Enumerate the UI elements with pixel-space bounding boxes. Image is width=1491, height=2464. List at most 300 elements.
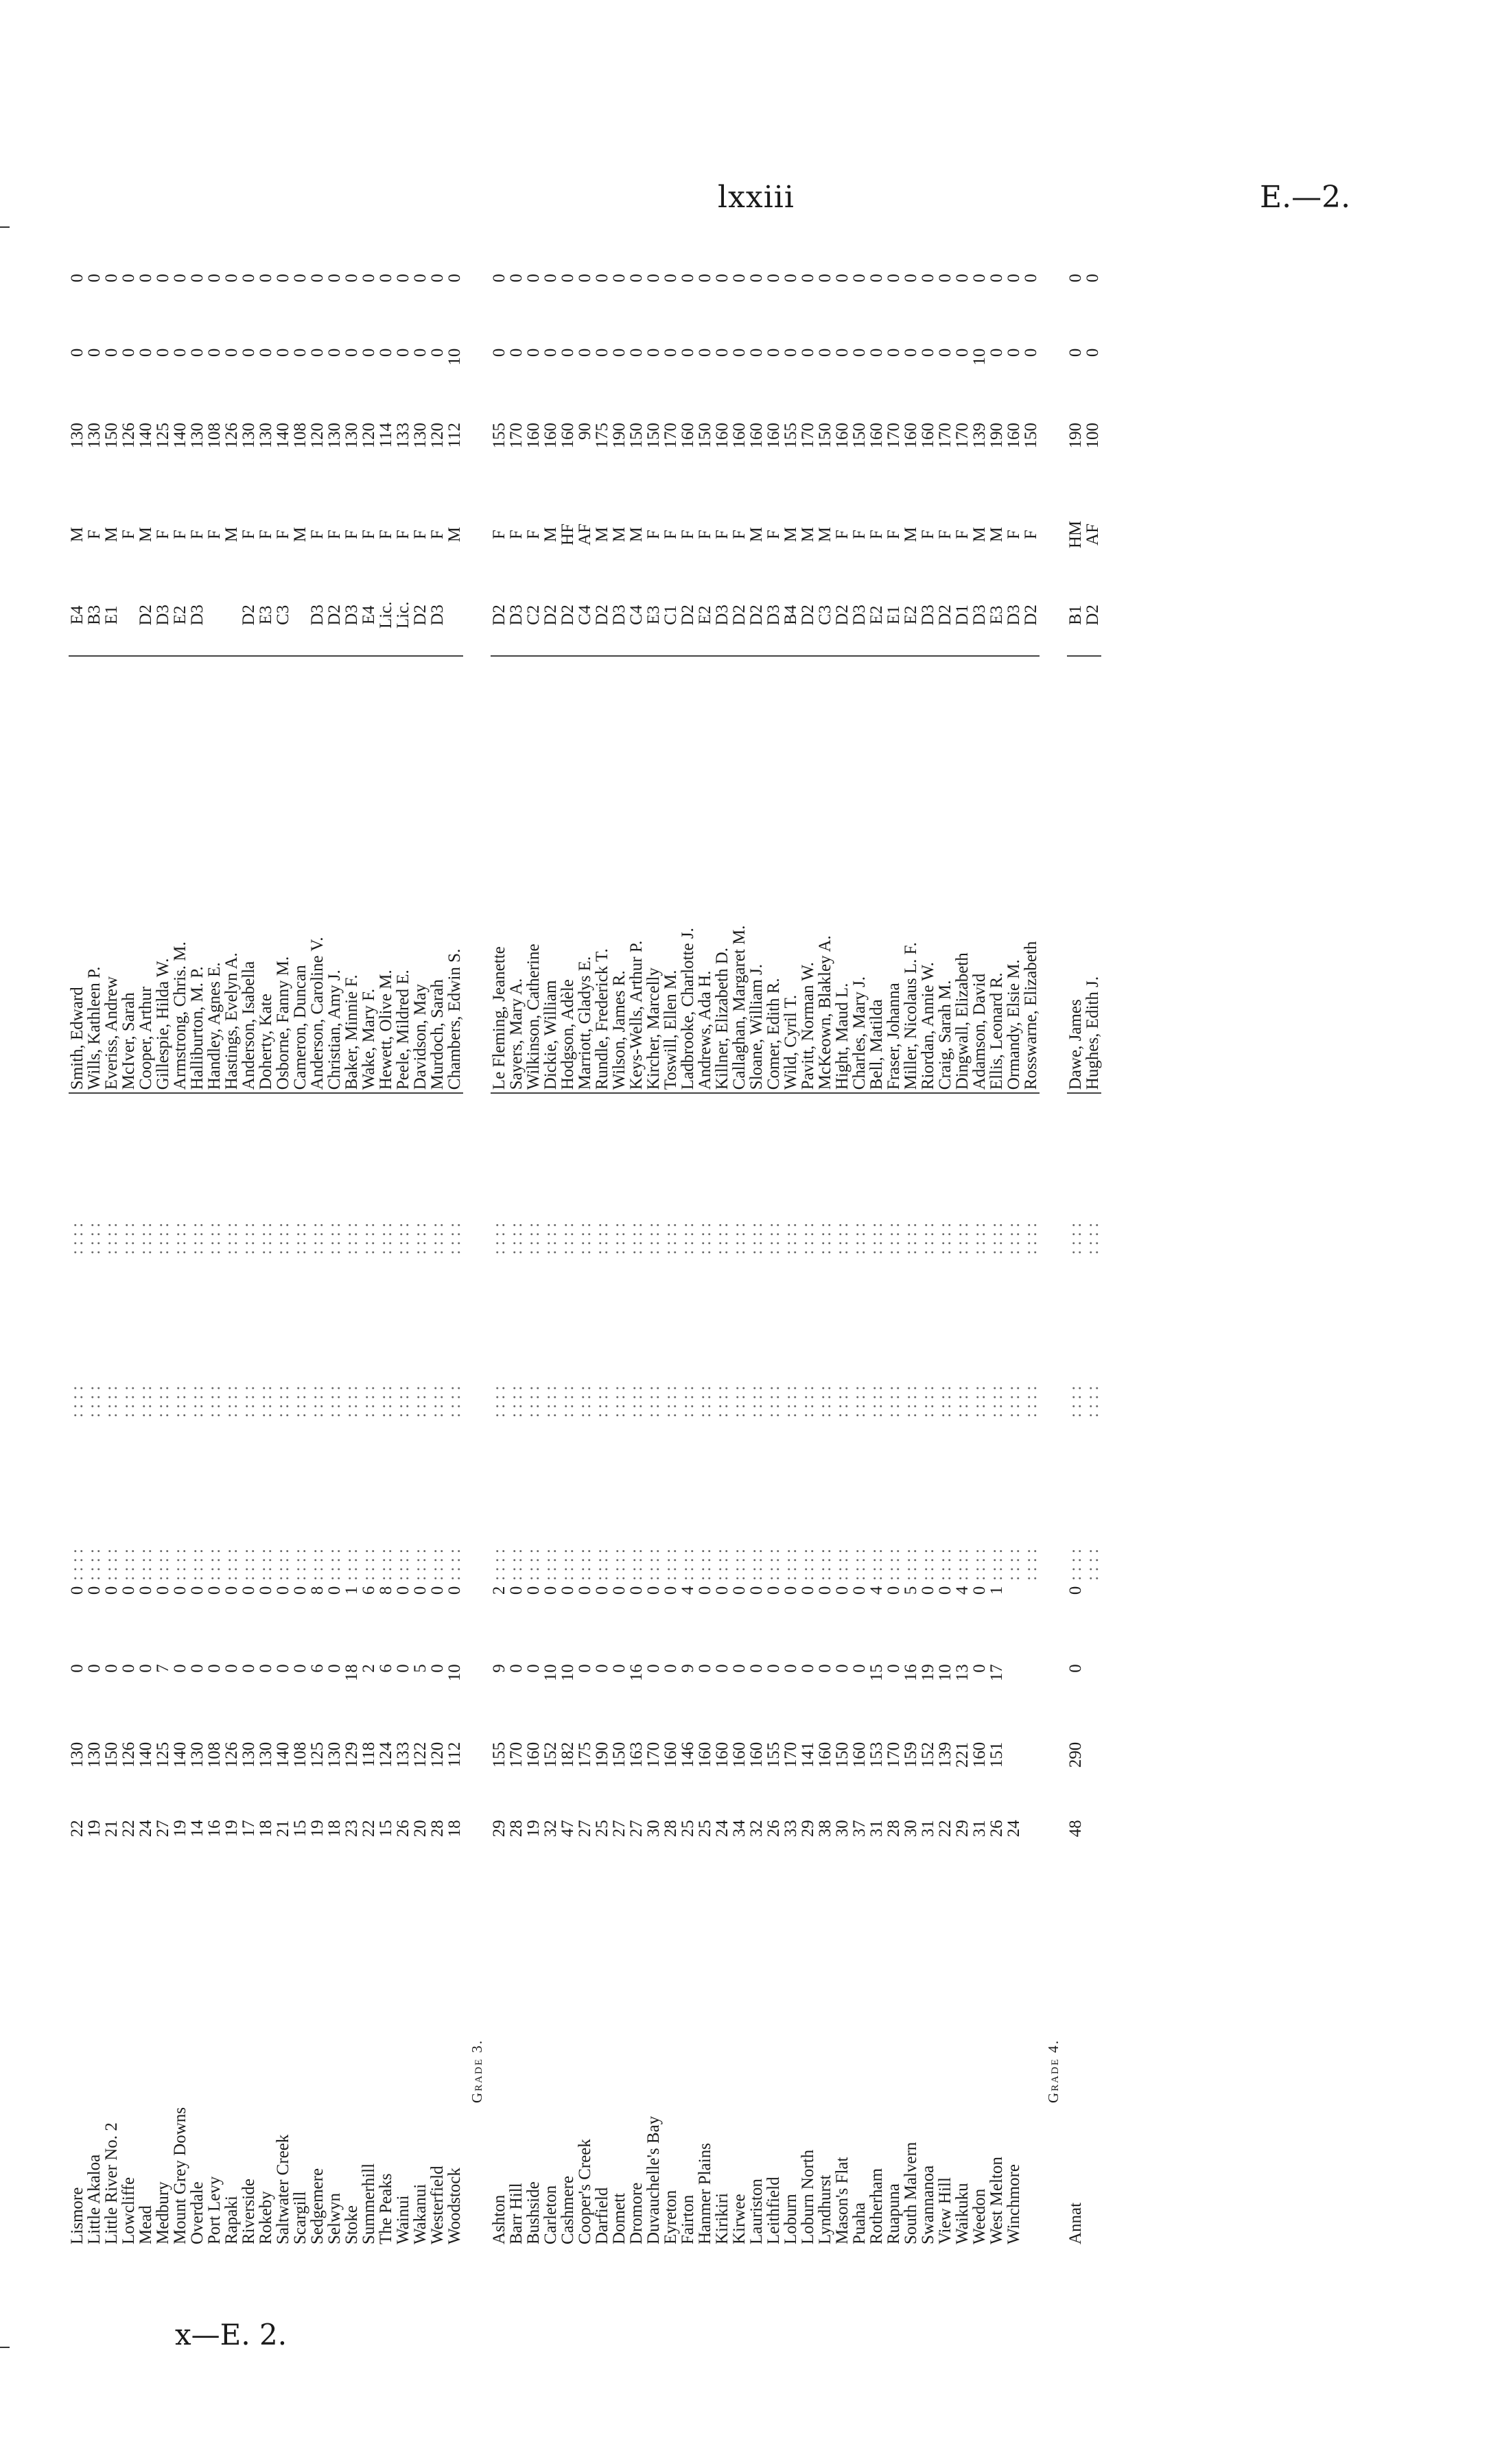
school-salary-pence: 0 <box>154 1586 172 1595</box>
school-salary-shillings: 0 <box>325 1664 344 1673</box>
teacher-name: Adamson, David <box>971 656 988 1093</box>
dot-leader: : : : : <box>411 1222 430 1255</box>
teacher-salary-pounds: 170 <box>953 423 972 449</box>
empty-cell <box>1040 575 1067 657</box>
school-salary-shillings: 0 <box>730 1664 749 1673</box>
dot-leader: : : : : <box>850 1549 869 1581</box>
school-salary-pounds: 140 <box>274 1741 292 1768</box>
teacher-name: Hight, Maud L. <box>834 656 851 1093</box>
dot-leader: : : : : <box>507 1549 526 1581</box>
grade-heading: Grade 4. <box>1044 2039 1061 2104</box>
teacher-salary-pounds: 155 <box>490 423 508 449</box>
school-salary-shillings: 0 <box>970 1664 989 1673</box>
empty-cell <box>463 346 491 420</box>
attendance: 33 <box>782 1820 800 1838</box>
teacher-salary-pounds: 160 <box>713 423 731 449</box>
teacher-salary-shillings: 0 <box>541 348 560 357</box>
teacher-sex-position: M <box>816 526 834 543</box>
dot-leader: : : : : <box>257 1549 275 1581</box>
school-name: South Malvern <box>902 2142 920 2244</box>
teacher-sex-position: F <box>377 530 395 539</box>
attendance: 29 <box>953 1820 972 1838</box>
dot-leader: : : : : <box>445 1549 464 1581</box>
teacher-salary-shillings: 0 <box>490 348 508 357</box>
table-row <box>714 271 731 2247</box>
attendance: 25 <box>679 1820 697 1838</box>
table-row <box>988 271 1005 2247</box>
teacher-salary-pounds: 190 <box>1066 423 1085 449</box>
teacher-salary-pounds: 100 <box>1083 423 1102 449</box>
school-salary-pence: 0 <box>102 1586 121 1595</box>
dot-leader: : : : : <box>342 1549 361 1581</box>
teacher-salary-pence: 0 <box>747 274 766 283</box>
school-salary-pence: 0 <box>593 1586 611 1595</box>
teacher-salary-pence: 0 <box>730 274 749 283</box>
teacher-classification: E4 <box>68 605 86 625</box>
teacher-salary-shillings: 0 <box>644 348 663 357</box>
dot-leader: : : : : <box>188 1549 207 1581</box>
teacher-name: Sayers, Mary A. <box>508 656 525 1093</box>
teacher-sex-position: F <box>188 530 207 539</box>
dot-leader: : : : : <box>377 1222 395 1255</box>
teacher-salary-pence: 0 <box>799 274 817 283</box>
dot-leader: : : : : <box>411 1385 430 1418</box>
teacher-salary-shillings: 0 <box>902 348 920 357</box>
teacher-salary-pence: 0 <box>541 274 560 283</box>
school-name: Little River No. 2 <box>102 2122 121 2244</box>
school-name: Rapaki <box>222 2196 241 2244</box>
teacher-salary-shillings: 0 <box>360 348 378 357</box>
teacher-sex-position: F <box>833 530 852 539</box>
attendance: 24 <box>1005 1820 1023 1838</box>
school-salary-pence: 8 <box>377 1586 395 1595</box>
teacher-salary-shillings: 0 <box>257 348 275 357</box>
table-row <box>628 271 645 2247</box>
attendance: 28 <box>661 1820 680 1838</box>
teacher-sex-position: F <box>1022 530 1040 539</box>
school-salary-pounds: 163 <box>627 1741 646 1768</box>
table-row <box>885 271 902 2247</box>
teacher-salary-pounds: 170 <box>661 423 680 449</box>
table-row <box>611 271 628 2247</box>
attendance: 19 <box>222 1820 241 1838</box>
dot-leader: : : : : <box>919 1222 937 1255</box>
teacher-salary-pence: 0 <box>593 274 611 283</box>
school-salary-pounds: 155 <box>490 1741 508 1768</box>
dot-leader: : : : : <box>696 1549 714 1581</box>
attendance: 28 <box>428 1820 447 1838</box>
teacher-salary-pence: 0 <box>188 274 207 283</box>
teacher-salary-shillings: 0 <box>576 348 594 357</box>
school-name: Ruapuna <box>884 2183 903 2244</box>
teacher-sex-position: M <box>970 526 989 543</box>
dot-leader: : : : : <box>119 1222 138 1255</box>
empty-cell <box>463 420 491 494</box>
teacher-salary-shillings: 0 <box>428 348 447 357</box>
teacher-salary-pounds: 120 <box>308 423 327 449</box>
teacher-sex-position: F <box>490 530 508 539</box>
teacher-salary-shillings: 0 <box>1066 348 1085 357</box>
teacher-salary-shillings: 0 <box>747 348 766 357</box>
dot-leader: : : : : <box>394 1222 412 1255</box>
teacher-salary-pence: 0 <box>205 274 224 283</box>
dot-leader: : : : : <box>394 1385 412 1418</box>
school-salary-pounds: 221 <box>953 1741 972 1768</box>
teacher-name: Sloane, William J. <box>748 656 765 1093</box>
teacher-salary-pence: 0 <box>490 274 508 283</box>
school-name: Mead <box>137 2205 155 2244</box>
dot-leader: : : : : <box>154 1385 172 1418</box>
empty-cell <box>463 1093 491 1257</box>
school-name: Darfield <box>593 2187 611 2244</box>
dot-leader: : : : : <box>490 1385 508 1418</box>
teacher-classification <box>206 575 223 657</box>
teacher-salary-pounds: 130 <box>85 423 104 449</box>
teacher-classification: D2 <box>541 605 560 626</box>
dot-leader: : : : : <box>137 1222 155 1255</box>
teacher-salary-pence: 0 <box>919 274 937 283</box>
dot-leader: : : : : <box>576 1385 594 1418</box>
teacher-salary-shillings: 0 <box>696 348 714 357</box>
teacher-classification: E3 <box>987 605 1006 625</box>
attendance: 27 <box>576 1820 594 1838</box>
school-salary-shillings: 10 <box>936 1664 954 1682</box>
teacher-salary-pounds: 160 <box>559 423 577 449</box>
teacher-salary-pence: 0 <box>137 274 155 283</box>
teacher-classification: Lic. <box>377 601 395 629</box>
page-number: lxxiii <box>718 180 795 215</box>
school-name: Selwyn <box>325 2193 344 2244</box>
teacher-name: Handley, Agnes E. <box>206 656 223 1093</box>
school-salary-pounds: 155 <box>764 1741 783 1768</box>
table-row <box>103 271 120 2247</box>
dot-leader: : : : : <box>257 1222 275 1255</box>
school-name: Puaha <box>850 2202 869 2244</box>
school-salary-pounds: 152 <box>919 1741 937 1768</box>
teacher-sex-position: M <box>445 526 464 543</box>
teacher-salary-pence: 0 <box>867 274 886 283</box>
teacher-salary-pounds: 112 <box>445 423 464 448</box>
attendance: 25 <box>593 1820 611 1838</box>
teacher-salary-shillings: 0 <box>102 348 121 357</box>
school-salary-shillings: 0 <box>428 1664 447 1673</box>
school-name: Cashmere <box>559 2176 577 2244</box>
school-salary-pence: 0 <box>257 1586 275 1595</box>
teacher-salary-pounds: 150 <box>102 423 121 449</box>
school-name: Domett <box>610 2193 629 2244</box>
teacher-name: Wilson, James R. <box>611 656 628 1093</box>
teacher-classification: E1 <box>102 605 121 625</box>
teacher-salary-pounds: 140 <box>274 423 292 449</box>
teacher-salary-pounds: 160 <box>679 423 697 449</box>
teacher-salary-shillings: 0 <box>610 348 629 357</box>
school-salary-shillings: 0 <box>205 1664 224 1673</box>
school-salary-pence: 0 <box>222 1586 241 1595</box>
school-salary-pence: 0 <box>541 1586 560 1595</box>
dot-leader: : : : : <box>428 1222 447 1255</box>
teacher-sex-position: F <box>679 530 697 539</box>
teacher-salary-pence: 0 <box>661 274 680 283</box>
teacher-name: Miller, Nicolaus L. F. <box>902 656 919 1093</box>
dot-leader: : : : : <box>902 1549 920 1581</box>
teacher-sex-position: F <box>360 530 378 539</box>
teacher-salary-pence: 0 <box>308 274 327 283</box>
teacher-classification <box>223 575 240 657</box>
teacher-salary-shillings: 0 <box>291 348 309 357</box>
school-salary-pounds: 160 <box>524 1741 543 1768</box>
dot-leader: : : : : <box>627 1549 646 1581</box>
teacher-salary-pounds: 170 <box>884 423 903 449</box>
dot-leader: : : : : <box>713 1222 731 1255</box>
school-salary-pence: 0 <box>610 1586 629 1595</box>
table-row <box>189 271 206 2247</box>
school-name: Sedgemere <box>308 2168 327 2244</box>
dot-leader: : : : : <box>799 1385 817 1418</box>
teacher-sex-position: F <box>936 530 954 539</box>
dot-leader: : : : : <box>377 1549 395 1581</box>
dot-leader: : : : : <box>394 1549 412 1581</box>
dot-leader: : : : : <box>1022 1222 1040 1255</box>
teacher-salary-pounds: 140 <box>137 423 155 449</box>
school-salary-pence: 0 <box>730 1586 749 1595</box>
teacher-salary-pounds: 160 <box>867 423 886 449</box>
table-row <box>86 271 103 2247</box>
teacher-sex-position: HF <box>559 524 577 545</box>
school-salary-pounds: 124 <box>377 1741 395 1768</box>
dot-leader: : : : : <box>102 1222 121 1255</box>
school-salary-pounds: 150 <box>833 1741 852 1768</box>
teacher-name: Wilkinson, Catherine <box>525 656 542 1093</box>
school-salary-pounds: 130 <box>68 1741 86 1768</box>
teacher-salary-pence: 0 <box>1005 274 1023 283</box>
teacher-salary-pence: 0 <box>291 274 309 283</box>
dot-leader: : : : : <box>68 1222 86 1255</box>
school-salary-pounds: 139 <box>936 1741 954 1768</box>
teacher-sex-position: M <box>902 526 920 543</box>
teacher-sex-position: F <box>205 530 224 539</box>
empty-cell <box>1040 1584 1067 1662</box>
dot-leader: : : : : <box>1005 1222 1023 1255</box>
teacher-classification <box>120 575 137 657</box>
teacher-salary-shillings: 0 <box>1005 348 1023 357</box>
teacher-sex-position: M <box>747 526 766 543</box>
teacher-classification: D2 <box>239 605 258 626</box>
school-salary-pounds: 125 <box>308 1741 327 1768</box>
table-row <box>172 271 189 2247</box>
table-row <box>731 271 748 2247</box>
school-salary-shillings: 9 <box>679 1664 697 1673</box>
table-row <box>206 271 223 2247</box>
school-salary-pence: 0 <box>816 1586 834 1595</box>
teacher-salary-shillings: 0 <box>884 348 903 357</box>
attendance: 38 <box>816 1820 834 1838</box>
dot-leader: : : : : <box>137 1385 155 1418</box>
table-row <box>240 271 257 2247</box>
dot-leader: : : : : <box>730 1222 749 1255</box>
school-name: Riverside <box>239 2179 258 2244</box>
dot-leader: : : : : <box>867 1385 886 1418</box>
teacher-name: Anderson, Isabella <box>240 656 257 1093</box>
school-salary-pounds: 160 <box>970 1741 989 1768</box>
school-salary-shillings: 0 <box>1066 1664 1085 1673</box>
teacher-name: Christian, Amy J. <box>326 656 343 1093</box>
table-row <box>679 271 696 2247</box>
school-salary-pounds: 159 <box>902 1741 920 1768</box>
teacher-classification: E1 <box>884 605 903 625</box>
school-salary-pounds: 122 <box>411 1741 430 1768</box>
teacher-name: Peele, Mildred E. <box>395 656 412 1093</box>
dot-leader: : : : : <box>593 1222 611 1255</box>
school-salary-pounds: 126 <box>119 1741 138 1768</box>
teacher-sex-position: F <box>119 530 138 539</box>
margin-mark <box>0 2347 10 2348</box>
teacher-classification: D3 <box>1005 605 1023 626</box>
teacher-name: Bell, Matilda <box>868 656 885 1093</box>
teacher-salary-pence: 0 <box>342 274 361 283</box>
school-name: Saltwater Creek <box>274 2134 292 2244</box>
school-salary-pence: 0 <box>239 1586 258 1595</box>
dot-leader: : : : : <box>291 1222 309 1255</box>
school-salary-pence: 0 <box>970 1586 989 1595</box>
dot-leader: : : : : <box>119 1549 138 1581</box>
school-name: Port Levy <box>205 2176 224 2244</box>
school-salary-pounds: 133 <box>394 1741 412 1768</box>
teacher-salary-pounds: 190 <box>610 423 629 449</box>
school-salary-pounds: 130 <box>257 1741 275 1768</box>
dot-leader: : : : : <box>1066 1222 1085 1255</box>
school-salary-shillings: 10 <box>559 1664 577 1682</box>
teacher-salary-pence: 0 <box>936 274 954 283</box>
school-salary-pounds <box>1005 1739 1022 1818</box>
teacher-name: Dingwall, Elizabeth <box>954 656 971 1093</box>
attendance: 26 <box>987 1820 1006 1838</box>
empty-cell <box>1040 1257 1067 1420</box>
teacher-sex-position: F <box>884 530 903 539</box>
attendance: 28 <box>507 1820 526 1838</box>
teacher-name: Craig, Sarah M. <box>937 656 954 1093</box>
teacher-salary-pence: 0 <box>559 274 577 283</box>
teacher-name: Wake, Mary F. <box>360 656 377 1093</box>
teacher-salary-pounds: 130 <box>68 423 86 449</box>
dot-leader: : : : : <box>696 1385 714 1418</box>
teacher-sex-position: F <box>850 530 869 539</box>
teacher-name: Davidson, May <box>412 656 429 1093</box>
teacher-salary-pounds: 160 <box>524 423 543 449</box>
school-name: Little Akaloa <box>85 2154 104 2244</box>
teacher-sex-position: F <box>342 530 361 539</box>
table-row <box>971 271 988 2247</box>
teacher-sex-position: M <box>68 526 86 543</box>
table-row <box>645 271 662 2247</box>
teacher-salary-pounds: 108 <box>291 423 309 449</box>
school-name: Leithfield <box>764 2176 783 2244</box>
dot-leader: : : : : <box>730 1385 749 1418</box>
table-row <box>799 271 817 2247</box>
dot-leader: : : : : <box>593 1385 611 1418</box>
dot-leader: : : : : <box>308 1385 327 1418</box>
teacher-classification: B4 <box>782 605 800 625</box>
school-salary-shillings: 18 <box>342 1664 361 1682</box>
dot-leader: : : : : <box>490 1549 508 1581</box>
teacher-salary-shillings: 0 <box>239 348 258 357</box>
teacher-classification: D3 <box>507 605 526 626</box>
teacher-salary-pounds: 160 <box>833 423 852 449</box>
teacher-classification: D2 <box>1083 605 1102 626</box>
school-name: Fairton <box>679 2194 697 2244</box>
teacher-salary-pence: 0 <box>325 274 344 283</box>
dot-leader: : : : : <box>239 1549 258 1581</box>
teacher-name: Ormandy, Elsie M. <box>1005 656 1022 1093</box>
dot-leader: : : : : <box>902 1222 920 1255</box>
teacher-salary-pence: 0 <box>239 274 258 283</box>
school-salary-pence: 0 <box>394 1586 412 1595</box>
dot-leader: : : : : <box>610 1549 629 1581</box>
teacher-salary-pounds: 108 <box>205 423 224 449</box>
dot-leader: : : : : <box>696 1222 714 1255</box>
empty-cell <box>1040 656 1067 1093</box>
teacher-salary-pence: 0 <box>953 274 972 283</box>
school-salary-pence: 0 <box>291 1586 309 1595</box>
school-name: Stoke <box>342 2205 361 2244</box>
table-row <box>377 271 395 2247</box>
teacher-name: Ellis, Leonard R. <box>988 656 1005 1093</box>
teacher-salary-pence: 0 <box>713 274 731 283</box>
dot-leader: : : : : <box>782 1549 800 1581</box>
teacher-name: Comer, Edith R. <box>765 656 782 1093</box>
attendance: 31 <box>970 1820 989 1838</box>
attendance: 24 <box>713 1820 731 1838</box>
teacher-name: Toswill, Ellen M. <box>662 656 679 1093</box>
teacher-name: Wild, Cyril T. <box>782 656 799 1093</box>
teacher-sex-position: F <box>713 530 731 539</box>
school-salary-pence: 0 <box>627 1586 646 1595</box>
school-salary-pence: 0 <box>274 1586 292 1595</box>
teacher-classification: Lic. <box>394 601 412 629</box>
teacher-sex-position: M <box>541 526 560 543</box>
school-salary-pence: 0 <box>68 1586 86 1595</box>
teacher-salary-pence: 0 <box>507 274 526 283</box>
school-salary-pence: 8 <box>308 1586 327 1595</box>
school-salary-shillings <box>1005 1661 1022 1739</box>
dot-leader: : : : : <box>1022 1385 1040 1418</box>
dot-leader: : : : : <box>679 1385 697 1418</box>
attendance: 18 <box>325 1820 344 1838</box>
teacher-name: Charles, Mary J. <box>851 656 868 1093</box>
teacher-salary-pence: 0 <box>394 274 412 283</box>
table-row <box>559 271 576 2247</box>
school-salary-shillings: 19 <box>919 1664 937 1682</box>
table-row <box>765 271 782 2247</box>
table-row <box>154 271 172 2247</box>
school-salary-shillings: 0 <box>507 1664 526 1673</box>
school-salary-shillings: 17 <box>987 1664 1006 1682</box>
school-name: Loburn <box>782 2194 800 2244</box>
attendance: 16 <box>205 1820 224 1838</box>
teacher-salary-pence: 0 <box>360 274 378 283</box>
table-row <box>576 271 594 2247</box>
school-name: Wainui <box>394 2195 412 2244</box>
dot-leader: : : : : <box>816 1385 834 1418</box>
teacher-salary-pounds: 170 <box>507 423 526 449</box>
school-salary-pounds: 108 <box>205 1741 224 1768</box>
school-name: Waikuku <box>953 2183 972 2244</box>
teacher-salary-shillings: 0 <box>867 348 886 357</box>
school-salary-pounds: 170 <box>644 1741 663 1768</box>
dot-leader: : : : : <box>919 1549 937 1581</box>
teacher-salary-pence: 0 <box>833 274 852 283</box>
school-name: Ashton <box>490 2194 508 2244</box>
dot-leader: : : : : <box>360 1385 378 1418</box>
